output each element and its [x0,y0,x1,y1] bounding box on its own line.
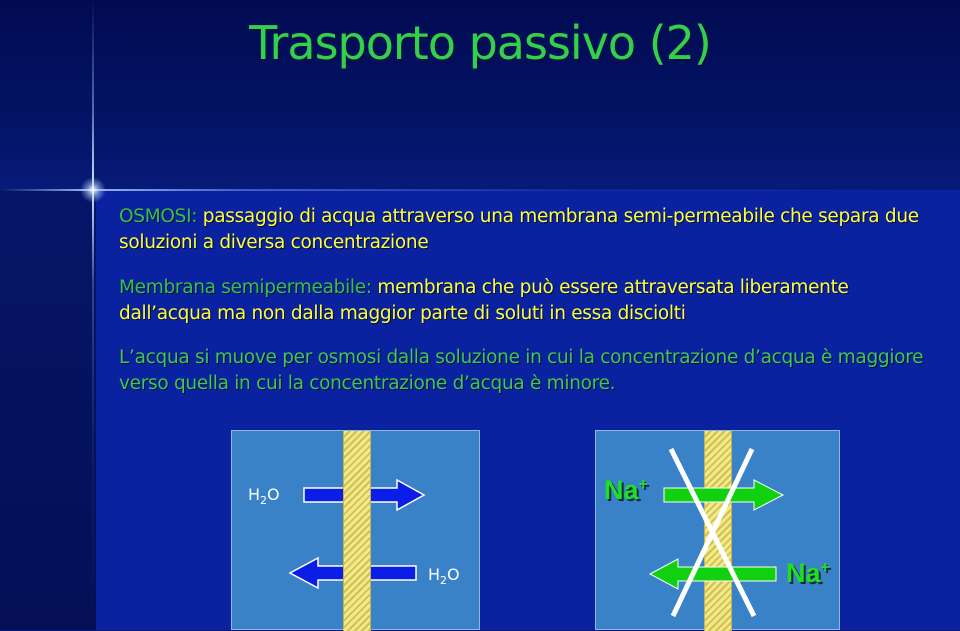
water-movement-text [119,345,939,397]
sodium-diagram [595,430,840,630]
membrane-definition [119,275,939,327]
osmosis-text: passaggio di acqua attraverso una membrana semi-permeabile che separa due soluzioni a diversa concentrazione [119,206,919,253]
water-label-top: $H_2O$ [248,485,280,508]
sodium-arrows [596,431,841,631]
lens-flare-horizontal [0,189,960,191]
sodium-label-top: Na+ [604,475,648,505]
water-movement-sentence: L’acqua si muove per osmosi dalla soluzione in cui la concentrazione d’acqua è maggiore verso quella in cui la concentrazione d’acqua è minore. [119,347,924,394]
sodium-arrow-left [650,559,776,589]
membrane-text: membrana che può essere attraversata liberamente dall’acqua ma non dalla maggior parte di soluti in essa disciolti [119,277,849,324]
water-diagram [231,430,480,630]
water-label-bottom: $H_2O$ [428,565,460,588]
osmosis-definition [119,204,939,256]
membrane-label: Membrana semipermeabile: [119,277,372,298]
membrane [343,431,371,631]
sodium-label-bottom: Na+ [786,558,830,588]
lens-flare-core [80,177,106,203]
osmosis-label: OSMOSI: [119,206,198,227]
slide-title: Trasporto passivo (2) [249,16,711,70]
lens-flare-vertical [92,0,94,630]
background-left [0,190,96,630]
